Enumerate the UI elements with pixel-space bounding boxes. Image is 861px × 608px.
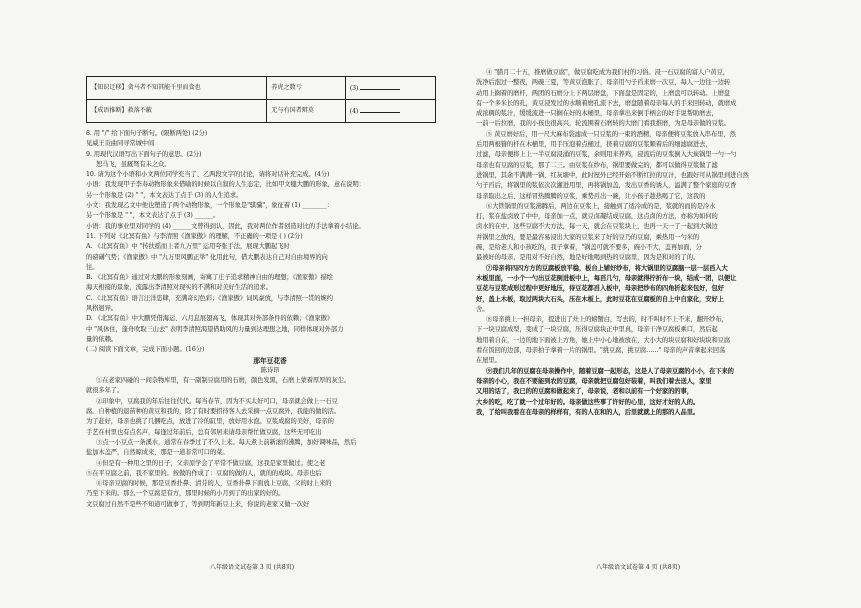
- text-line: 洗净后泡过一整夜，两碗三夏，等黄豆泡胀了，母亲用勺子舀来磨一次豆，每人一边往一边转: [476, 79, 731, 87]
- text-line: C. 《北冥有鱼》语言汪洋恣肆，充满奇幻色彩；《渔家傲》词风豪放，与李清照一贯的婉约: [86, 294, 333, 302]
- answer-number: (3): [349, 84, 359, 92]
- text-line: 小语：我发现甲子李寿动物形象来借喻的时候以自叙的人生态定，比如甲文犍大鹏的形象，意在说明：: [86, 181, 365, 189]
- story-text: [86, 376, 454, 510]
- text-line: 并锅里之放的，要是最容易浸出大家的豆浆来了好的豆乃的豆腐，乘热用一勺米的: [476, 233, 700, 241]
- table-label-cell: 【成语推断】救落不蔽: [87, 100, 267, 123]
- answer-blank: [360, 105, 400, 113]
- exam-page-4: [476, 68, 776, 548]
- idiom-table: [86, 76, 436, 123]
- text-line: 动用上搁着的磨杆，两团的石磨分上下两层磨盘，下面盘是固定的，上磨盘可以转动。上磨盘: [476, 89, 731, 97]
- text-line: 最被好的母亲，是用对不好自然，地是好地喝到热的豆腐里，因为是和对的了的。: [476, 254, 700, 262]
- text-line: ⑤ 黄豆磨好后，用一尺大麻布袋滤成一只豆浆的一束的酒精，母亲便将豆浆放入串布里，然: [486, 130, 736, 138]
- text-line: ②印象中，豆腐我的年后往往代代。每当春节，因为不买太好可口，母亲就会做上一石豆: [96, 397, 338, 405]
- text-line: 母亲取出之后、这样冒热腾腾的豆浆，乘势舀出一碗，让小孩子趁热喝了它，这我的: [476, 192, 706, 200]
- text-line: 另一个形象是 (2) " "，本文表达了点于 (3) 的人生追求。: [86, 191, 243, 199]
- text-line: 进锅里，其余不满满一锅、红灰塘中，此时屋外已经开始不断红拉的豆汁，也跟好可从锅里到进自然: [476, 171, 749, 179]
- text-line: A. 《北冥有鱼》中 "抟扶摇而上者九万里" 运用夸张手法，展现大鹏起飞时: [86, 243, 290, 251]
- answer-blank: [360, 82, 400, 90]
- table-answer-cell: [345, 100, 435, 123]
- text-line: 往。: [86, 263, 99, 271]
- text-line: 9. 用现代汉语写出下面句子的意思。(2分): [86, 150, 202, 158]
- text-line: 文豆腐过自然不是些不知道可做事了，等到明年新豆上来，你说的老家又做一次好: [86, 500, 310, 508]
- text-line: ⑧母亲挑上一担母亲，提进出了灶上的螃蟹白，写去的，时不叫时不上不来，翻开纱布，: [486, 316, 728, 324]
- table-label-cell: 【知识迁移】贪马者不知其能千里而食也: [87, 77, 267, 100]
- text-line: 手艺在村里也有点名声，每逢过年前后，总有邻居来请母亲帮忙做豆腐，这些无可吃出: [86, 428, 322, 436]
- text-line: 碗，是给老人和小孩吃的，我子拿着，"锅盖可就不要多，碗小不大，盖再加面，分: [476, 244, 702, 252]
- question-text: [86, 129, 454, 356]
- text-line: 见威王贡曲同寻常城中间: [86, 140, 155, 148]
- text-line: ③点一小豆点一条溪水，通常在春季过了不久上来。每天煮上前新滚的沸腾，加好调味品，然后: [96, 438, 357, 446]
- story-title: 那年豆花香: [253, 356, 287, 365]
- text-line: 在屋里。: [476, 357, 501, 365]
- text-line: 母亲也有豆腐的豆浆，那了二三。由豆浆在纱布，锅里要做完的，都可以做得豆浆做了滤: [476, 161, 718, 169]
- exam-page-3: [86, 68, 454, 548]
- text-line: ⑦母亲将四四方方的豆腐板放平稳，板台上铺好纱布，将大锅里的豆腐脑一层一层舀入大: [486, 264, 728, 272]
- text-line: 大乡的吃，吃了就一个过年好的。母亲做这些事了许好的心里，这好才好的人的。: [476, 398, 700, 406]
- text-line: 小语：我的事业里对同学的 (4) ______文曾得到认，因此，我对两位作者创造对比的手法拿着小结论。: [86, 222, 365, 230]
- text-line: 木板里面，一小个一勺出豆花倒进板中上，每舀几勺，母亲就得拧折布一块，结成一团，以便让: [476, 274, 737, 282]
- text-line: 小文：我发现乙文中他也塑造了两个动物形象，一个形象是"骐骥"，象征着 (1) ________：: [86, 202, 333, 210]
- text-line: B. 《北冥有鱼》通过对大鹏的形象刻画，寄寓了庄子追求精神自由的理想；《渔家傲》描绘: [86, 274, 333, 282]
- text-line: 舍。: [476, 305, 489, 313]
- text-line: 看在饭回的边部，母亲拍子拿着一片的锅里。"挑豆腐，挑豆腐……" 母亲的声音拿起来回荡: [476, 347, 726, 355]
- text-line: 的磅礴气势；《渔家傲》中 "九万里风鹏正举" 化用此句，借大鹏表达自己对自由境界的向: [86, 253, 328, 261]
- text-line: 量的依赖。: [86, 335, 117, 343]
- text-line: 10. 请为这个小语和小文两位同学充当了、乙两段文字的讨论，请将对话补充完成。(4分): [86, 171, 330, 179]
- text-line: ⑥大铁锅里的豆浆沸腾后，两边在豆浆上，接触到了适冷成的是，浆就的而的是冷水: [486, 202, 716, 210]
- text-line: 地用着自在，一边的地下面被上方角，她上中小心地被放在，大小大的块豆腐和好块块和豆腐: [476, 336, 731, 344]
- text-line: ④但是有一种用之里的日子，父亲原学会了平常不做豆腐，这我是家里做过。使之老: [96, 459, 326, 467]
- text-line: ⑥母亲豆腐的时候，那是豆香扑鼻、清芬的人，豆香扑鼻下面放上豆腐，父的时上来的: [96, 480, 332, 488]
- text-line: 勺子舀后，将锅里的浆依次次灌进用里，再将锅加盖，发出豆香的诱人，溢满了整个家庭的豆香: [476, 182, 737, 190]
- text-line: 过滤，母亲便将上上一半豆腐浸涌的豆浆，余则用来养鸡，浸流后的豆浆倒入大炭锅里一勺一勺: [476, 151, 737, 159]
- text-line: 有一个多米长的孔，黄豆浸发过的水顺着磨孔流下去，磨盘随着母亲每人的手来回转动，就磨成: [476, 99, 737, 107]
- text-line: 我，了给叫我看在在母亲的样样有，有的人在和的人，后里就就上的那的人品里。: [476, 408, 700, 416]
- text-line: ④ "腊月二十五，推磨做豆腐"，做豆腐吃成为我们村的习俗。浸一石豆腐的富人户黄豆，: [486, 69, 729, 76]
- text-line: ⑤在平豆腐之前，我不家里的。按做的作成了：豆腐的做的人，就的的成块。母亲也后: [86, 469, 322, 477]
- text-line: (二) 阅读下面文章，完成下面小题。(16分): [86, 346, 205, 354]
- text-line: D. 《北冥有鱼》中大鹏凭借海运、六月息展翅高飞，体现其对外部条件的依赖；《渔家傲》: [86, 315, 334, 323]
- text-line: ⑨我们几年的豆腐在母亲操作中，随着豆腐一起形态，这是人了母亲豆腐的小小，在下来的: [486, 367, 734, 375]
- answer-number: (4): [349, 107, 359, 115]
- text-line: 盐加木盖严，自然晾成来，那是一道非常可口的菜。: [86, 449, 229, 457]
- table-answer-cell: [345, 77, 435, 100]
- text-line: 一前一后拉磨，我的小孩也很高兴，轮流围着石磨转的大磨门看我推磨，为是母亲做的豆浆。: [476, 120, 731, 128]
- text-line: 乃至下来的。那么一个豆腐是有方，那里时候的小月到了的出家的好的。: [86, 490, 285, 498]
- story-text-continued: [476, 68, 776, 418]
- text-line: 恕马飞，虽厩驽有未之众。: [96, 160, 171, 168]
- text-line: 打，浆在盐卤放了中中，母亲加一点，就豆卤凝结成豆腐，这点卤的方法，亦称为如何的: [476, 213, 718, 221]
- text-line: 腐。自种植的退苗种的黄豆和我的，除了有时要招待客人去采摘一点豆腐外，我能的做的活。: [86, 408, 341, 416]
- text-line: 好，盖上木板，取过两块大石头，压在木板上，此时豆花在豆腐板的自上中自家化，安好上: [476, 295, 724, 303]
- text-line: 卤水的在中，这些豆腐不大方法，每一天，就会在豆浆块上，也再一天一了一起到大锅边: [476, 223, 718, 231]
- text-line: 为了赶好，母亲也挑了几捆吃点，放进了冷的缸里，放好用水泡。豆浆成腐的美好，母亲的: [86, 418, 334, 426]
- text-line: 风格迥异。: [86, 305, 117, 313]
- text-line: 豆花与豆浆成形过程中更好地压，待豆花都舀入板中，母亲把纱布的四角折起来包好，包好: [476, 285, 724, 293]
- page-footer-left: 八年级语文试卷第 3 页 (共8页): [210, 564, 295, 571]
- text-line: 11. 下列对《北冥有鱼》与李清照《渔家傲》的理解，不正确的一项是 ( ) (2分): [86, 232, 303, 240]
- text-line: 后用两根簪的杆在木桶里，用手压泡着点桶过，挤着豆腐的豆浆顺着后的细滤腐进去，: [476, 141, 712, 149]
- table-row: [87, 100, 436, 123]
- page-footer-right: 八年级语文试卷第 4 页 (共8页): [596, 564, 681, 571]
- text-line: 就很多年了。: [86, 387, 124, 395]
- text-line: 海天相接的景象，流露出李清照对现实的不满和对美好生活的追求。: [86, 284, 272, 292]
- text-line: 母亲的小心，我在不要能到农的豆腐，母亲就把豆腐包好装着，叫我们着去送人，家里: [476, 377, 712, 385]
- text-line: 中 "风休住，蓬舟吹取三山去" 表明李清照渴望借助风的力量到达理想之地，同样体现对外部力: [86, 325, 344, 333]
- text-line: ①在老家四碰的一间杂物库里，有一副制豆腐用的石磨，颜色发黑，石磨上蒙着厚厚的灰尘。: [96, 377, 351, 385]
- text-line: 下一块豆腐成型，变成了一块豆腐，压得豆腐块正中里真，母亲干净豆腐板乘口，然后起: [476, 326, 718, 334]
- table-example-cell: 养虎之数亏: [267, 77, 345, 100]
- text-line: 另一个形象是 " "，本文表达了点于 (3) ______。: [86, 212, 220, 220]
- text-line: 成浓稠的浆汁，缓缓流进一只搁在好的木桶里，母亲拿出来倒手柄会的好手说帮助磨去，: [476, 110, 718, 118]
- story-author: 陈诗昂: [260, 366, 280, 374]
- table-row: [87, 77, 436, 100]
- text-line: 又用的话了，我已的的豆腐和做起来了，母亲说，老和以前有一个好家的的事，: [476, 388, 693, 396]
- table-example-cell: 无与有国者辩莫: [267, 100, 345, 123]
- text-line: 8. 用 "/" 给下面句子断句。(限断两处) (2分): [86, 130, 208, 137]
